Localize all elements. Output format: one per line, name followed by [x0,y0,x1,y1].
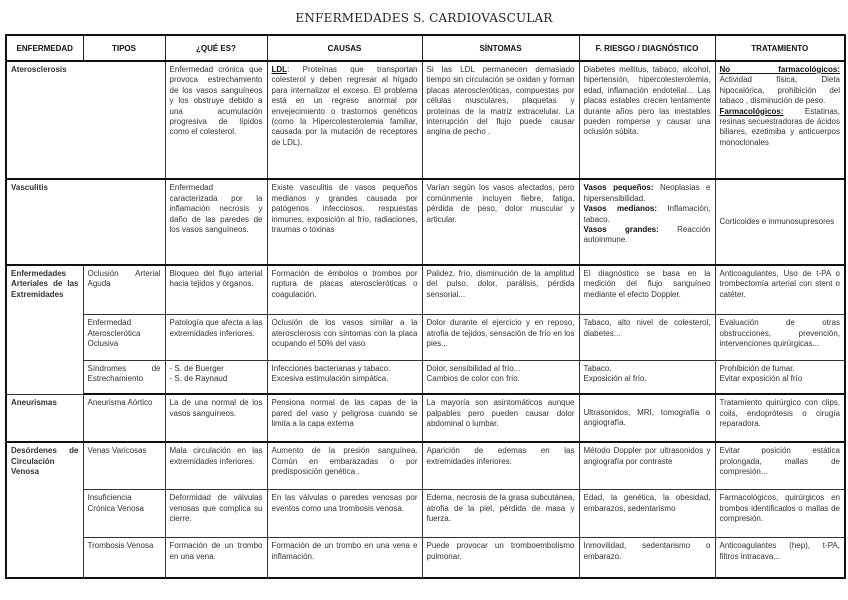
cell-tratamiento [715,61,845,179]
table-row [6,490,845,538]
vasos-pequenos-text: Neoplasias e hipersensibilidad. [583,183,711,203]
cell-que-es: Enfermedad caracterizada por la inflamación necrosis y daño de las paredes de los vasos sanguíneos. [165,179,267,264]
tipo-trombosis: Trombosis Venosa [83,538,165,578]
vasos-pequenos-label: Vasos pequeños: [583,183,654,193]
cell-causas [267,61,422,179]
tratamiento-line-2: Evitar exposición al frío [719,374,803,384]
cell-tratamiento: Tratamiento quirúrgico con clips, coils, endoprótesis o cirugía reparadora. [715,394,845,442]
vasos-grandes-text: Reacción autoinmune. [583,225,711,245]
cell-causas: Aumento de la presión sanguínea. Común en embarazadas o por predisposición genética . [267,442,422,489]
group-circulacion: Desórdenes de Circulación Venosa [6,442,83,578]
sintomas-line-1: Dolor, sensibilidad al frío... [426,363,521,373]
cell-tratamiento: Farmacológicos, quirúrgicos en trombos identificados o mallas de compresión. [715,490,845,538]
header-tipos: TIPOS [83,35,165,61]
cell-causas: En las válvulas o paredes venosas por eventos como una trombosis venosa. [267,490,422,538]
cardiovascular-table [5,34,846,579]
cell-tratamiento: Anticoagulantes, Uso de t-PA o trombectomía arterial con stent o catéter. [715,265,845,315]
group-aneurismas: Aneurismas [6,394,83,442]
header-enfermedad: ENFERMEDAD [6,35,83,61]
cell-riesgo [579,179,715,264]
cell-riesgo: Tabaco, alto nivel de colesterol, diabetes... [579,315,715,360]
causas-line-1: Infecciones bacterianas y tabaco. [271,363,391,373]
cell-riesgo: Diabetes mellitus, tabaco, alcohol, hipertensión, hipercolesterolemia, edad, inflamación endotelial... Las placas estables crecen lentamente durante años pero las inestables pueden romperse y causar una oclusión súbita. [579,61,715,179]
ldl-label: LDL [271,65,288,74]
group-arteriales: Enfermedades Arteriales de las Extremidades [6,265,83,394]
table-row [6,265,845,315]
riesgo-line-2: Exposición al frío. [583,374,647,384]
cell-sintomas: Puede provocar un tromboembolismo pulmonar. [422,538,579,578]
cell-que-es: Deformidad de válvulas venosas que complica su cierre. [165,490,267,538]
header-tratamiento: TRATAMIENTO [715,35,845,61]
cell-sintomas: Edema, necrosis de la grasa subcutánea, atrofia de la piel, pérdida de masa y fuerza. [422,490,579,538]
header-causas: CAUSAS [267,35,422,61]
cell-sintomas: Aparición de edemas en las extremidades inferiores. [422,442,579,489]
cell-sintomas [422,360,579,394]
causas-text: : Proteínas que transportan colesterol y deben regresar al hígado para internalizar el exceso. El problema está en un regreso anormal por envejecimiento o trastornos genéticos (como la Hipercolesterolemia familiar, causada por la mutación de receptores de LDL). [271,65,418,147]
raynaud-text: - S. de Raynaud [169,374,228,384]
header-row [6,35,845,61]
cell-causas: Formación de émbolos o trombos por ruptura de placas ateroscleróticas o coagulación. [267,265,422,315]
riesgo-line-1: Tabaco. [583,363,612,373]
cell-riesgo: Método Doppler por ultrasonidos y angiografía por contraste [579,442,715,489]
cell-que-es: La de una normal de los vasos sanguíneos. [165,394,267,442]
no-farmacologicos-text: Actividad física, Dieta hipocalórica, prohibición del tabaco , disminución de peso. [719,75,840,106]
cell-causas: Pensiona normal de las capas de la pared del vaso y peligrosa cuando se limita a la capa externa [267,394,422,442]
cell-riesgo: Edad, la genética, la obesidad, embarazos, sedentarismo [579,490,715,538]
page-title: ENFERMEDADES S. CARDIOVASCULAR [295,11,553,25]
cell-que-es: Enfermedad crónica que provoca estrechamiento de los vasos sanguíneos y los obstruye debido a una acumulación progresiva de lípidos como el colesterol. [165,61,267,179]
farmacologicos-text: Estatinas, resinas secuestradoras de ácidos biliares, ezetimiba y anticuerpos monoclonales [719,106,840,147]
no-farmacologicos-label: No farmacológicos: [719,65,840,74]
cell-riesgo: Ultrasonidos, MRI, tomografía o angiografía. [579,394,715,442]
cell-causas: Existe vasculitis de vasos pequeños medianos y grandes causada por patógenos infecciosos. respuestas inmunes, exposición al frío, radiaciones, traumas o toxinas [267,179,422,264]
cell-causas: Formación de un trombo en una vena e inflamación. [267,538,422,578]
tipo-aneurisma: Aneurisma Aórtico [83,394,165,442]
cell-causas [267,360,422,394]
cell-sintomas: Si las LDL permanecen demasiado tiempo sin circulación se oxidan y forman placas ateroscleróticas, compuestas por células musculares, plaquetas y proteínas de la matriz extracelular. La interrupción del flujo puede causar angina de pecho . [422,61,579,179]
cell-tratamiento [715,360,845,394]
cell-sintomas: Varían según los vasos afectados, pero comúnmente incluyen fiebre, fatiga, pérdida de peso, dolor muscular y articular. [422,179,579,264]
header-que-es: ¿QUÉ ES? [165,35,267,61]
cell-riesgo: El diagnóstico se basa en la medición del flujo sanguíneo mediante el efecto Doppler. [579,265,715,315]
cell-que-es: Bloqueo del flujo arterial hacia tejidos y órganos. [165,265,267,315]
cell-que-es: Formación de un trombo en una vena. [165,538,267,578]
group-aterosclerosis: Aterosclerosis [6,61,165,179]
cell-riesgo [579,360,715,394]
table-row [6,315,845,360]
table-row [6,394,845,442]
tipo-oclusiva: Enfermedad Aterosclerótica Oclusiva [83,315,165,360]
tipo-oclusion: Oclusión Arterial Aguda [83,265,165,315]
cell-tratamiento: Evitar posición estática prolongada, mallas de compresión... [715,442,845,489]
tipo-estrechamiento: Síndromes de Estrechamiento [83,360,165,394]
vasos-medianos-label: Vasos medianos: [583,204,657,214]
group-vasculitis: Vasculitis [6,179,165,264]
table-row [6,61,845,179]
cell-causas: Oclusión de los vasos similar a la aterosclerosis con síntomas con la placa ocupando el 50% del vaso [267,315,422,360]
table-row [6,360,845,394]
cell-que-es [165,360,267,394]
sintomas-line-2: Cambios de color con frío. [426,374,520,384]
cell-que-es: Patología que afecta a las extremidades inferiores. [165,315,267,360]
table-row [6,179,845,264]
cell-tratamiento: Evaluación de otras obstrucciones, prevención, intervenciones quirúrgicas... [715,315,845,360]
cell-que-es: Mala circulación en las extremidades inferiores. [165,442,267,489]
vasos-medianos-text: Inflamación, tabaco. [583,204,711,224]
tipo-insuficiencia: Insuficiencia Crónica Venosa [83,490,165,538]
table-row [6,442,845,489]
cell-tratamiento: Anticoagulantes (hep), t-PA, filtros intracava... [715,538,845,578]
cell-sintomas: Palidez, frío, disminución de la amplitud del pulso, dolor, parálisis, pérdida sensorial... [422,265,579,315]
cell-riesgo: Inmovilidad, sedentarismo o embarazo. [579,538,715,578]
cell-sintomas: La mayoría son asintomáticos aunque palpables pero pueden causar dolor abdominal o lumbar. [422,394,579,442]
causas-line-2: Excesiva estimulación simpática. [271,374,389,384]
farmacologicos-label: Farmacológicos: [719,106,784,116]
tipo-varicosas: Venas Varicosas [83,442,165,489]
header-sintomas: SÍNTOMAS [422,35,579,61]
buerger-text: - S. de Buerger [169,363,224,373]
vasos-grandes-label: Vasos grandes: [583,225,659,235]
table-row [6,538,845,578]
cell-tratamiento: Corticoides e inmunosupresores [715,179,845,264]
tratamiento-line-1: Prohibición de fumar. [719,363,795,373]
header-riesgo: F. RIESGO / DIAGNÓSTICO [579,35,715,61]
cell-sintomas: Dolor durante el ejercicio y en reposo, atrofia de tejidos, sensación de frío en los pies... [422,315,579,360]
